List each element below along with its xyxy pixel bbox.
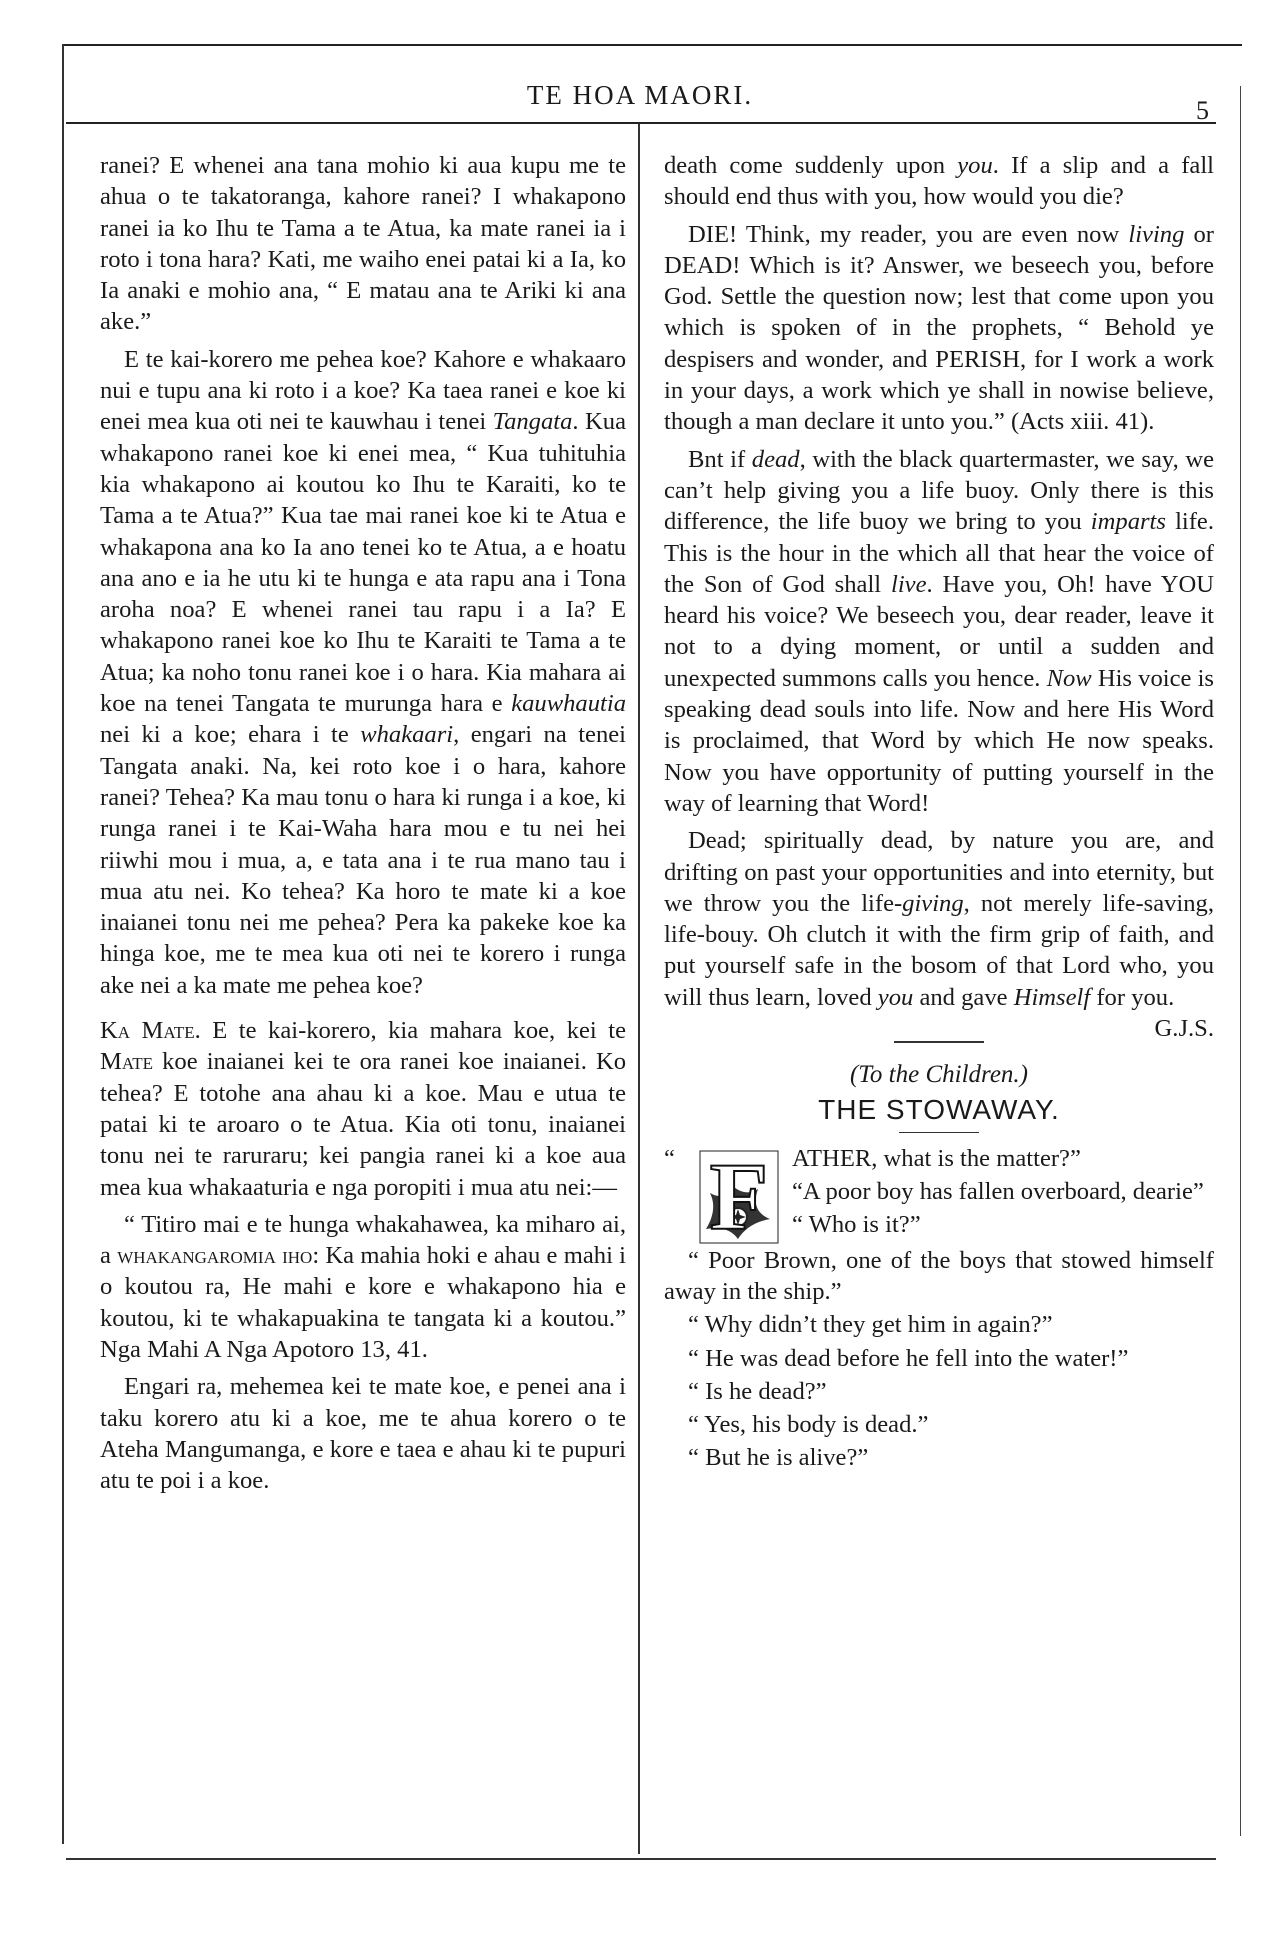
story-line-2: “A poor boy has fallen overboard, dearie” — [792, 1177, 1204, 1205]
header-rule — [66, 122, 1216, 124]
left-paragraph-1: ranei? E whenei ana tana mohio ki aua kupu me te ahua o te takatoranga, kahore ranei? I whakapono ranei ia ko Ihu te Tama a te Atua, ka mate ranei ia i roto i tona hara? Kati, me waiho enei patai ki a Ia, ko Ia anaki e mohio ana, “ E matau ana te Ariki ki ana ake.” — [100, 152, 626, 336]
top-border-rule — [62, 44, 1242, 46]
bottom-border-rule — [66, 1858, 1216, 1860]
right-paragraph-4: Dead; spiritually dead, by nature you are, and drifting on past your opportunities and into eternity, but we throw you the life-giving, not merely life-saving, life-bouy. Oh clutch it with the firm grip of faith, and put yourself safe in the bosom of that Lord who, you will thus learn, loved you and gave Himself for you. G.J.S. — [664, 825, 1214, 1013]
story-body — [664, 1143, 1214, 1474]
left-paragraph-5: Engari ra, mehemea kei te mate koe, e penei ana i taku korero atu ki a koe, me te ahua korero o te Ateha Mangumanga, e kore e taea e ahau ki te pupuri atu te poi i a koe. — [100, 1373, 626, 1495]
right-column — [664, 150, 1214, 1476]
page-number: 5 — [1196, 96, 1209, 125]
story-line-6: “ He was dead before he fell into the water!” — [688, 1344, 1129, 1372]
story-line-3: “ Who is it?” — [792, 1211, 921, 1239]
dropcap-letter: F — [698, 1149, 780, 1245]
story-title: THE STOWAWAY. — [818, 1094, 1060, 1126]
left-paragraph-2: E te kai-korero me pehea koe? Kahore e whakaaro nui e tupu ana ki roto i a koe? Ka taea ranei e koe ki enei mea kua oti nei te kauwhau i tenei Tangata. Kua whakapono ranei koe ki enei mea, “ Kua tuhituhia kia whakapono ai koutou ko Ihu te Karaiti, ko te Tama a te Atua?” Kua tae mai ranei koe ki te Atua e whakapona ana ko Ia ano tenei ko te Atua, a e hoatu ana ano e ia he utu ki te hunga e ata rapu ana i Tona aroha noa? E whenei ranei tau rapu i a Ia? E whakapono ranei koe ko Ihu te Karaiti te Tama a te Atua; ka noho tonu ranei koe i o hara. Kia mahara ai koe na tenei Tangata te murunga hara e kauwhautia nei ki a koe; ehara i te whakaari, engari na tenei Tangata anaki. Na, kei roto koe i o hara, kahore ranei? Tehea? Ka mau tonu o hara ki runga i a koe, ki runga ranei i te Kai-Waha hara mou e tu nei hei riiwhi mou i mua, a, e tata ana i te rua mano tau i mua atu nei. Ko tehea? Ka horo te mate ki a koe inaianei tonu nei me pehea? Pera ka pakeke koe ka hinga koe, me te mea kua oti nei te korero i runga ake nei a ka mate me pehea koe? — [100, 345, 626, 999]
story-line-9: “ But he is alive?” — [688, 1444, 869, 1472]
story-line-4: “ Poor Brown, one of the boys that stowed himself away in the ship.” — [664, 1246, 1214, 1305]
page-header-title: TE HOA MAORI. — [526, 80, 754, 110]
section-divider — [894, 1041, 984, 1043]
section-subtitle: (To the Children.) — [849, 1061, 1028, 1089]
column-divider — [638, 124, 640, 1854]
title-divider — [899, 1132, 979, 1133]
author-signature: G.J.S. — [1154, 1015, 1214, 1043]
left-border-rule — [62, 44, 64, 1844]
story-line-5: “ Why didn’t they get him in again?” — [688, 1311, 1053, 1339]
right-paragraph-2: DIE! Think, my reader, you are even now living or DEAD! Which is it? Answer, we beseech you, before God. Settle the question now; lest that come upon you which is spoken of in the prophets, “ Behold ye despisers and wonder, and PERISH, for I work a work in your days, a work which ye shall in nowise believe, though a man declare it unto you.” (Acts xiii. 41). — [664, 220, 1214, 436]
left-column — [100, 150, 626, 1502]
left-paragraph-ka-mate: Ka Mate. E te kai-korero, kia mahara koe, kei te Mate koe inaianei kei te ora ranei koe inaianei. Ko tehea? E totohe ana ahau ki a koe. Mau e utua te patai ki te aroaro o te Atua. Kia oti tonu, inaianei tonu nei te raruraru; kei pangia ranei ki a koe aua mea kua whakaaturia e nga poropiti i mua atu nei:— — [100, 1017, 626, 1201]
right-paragraph-1: death come suddenly upon you. If a slip and a fall should end thus with you, how would you die? — [664, 152, 1214, 211]
left-paragraph-quote: “ Titiro mai e te hunga whakahawea, ka miharo ai, a whakangaromia iho: Ka mahia hoki e ahau e mahi i o koutou ra, He mahi e kore e whakapono hia e koutou, ki te whakapuakina te tangata ki a koutou.” Nga Mahi A Nga Apotoro 13, 41. — [100, 1210, 626, 1363]
story-line-8: “ Yes, his body is dead.” — [688, 1411, 929, 1439]
right-paragraph-3: Bnt if dead, with the black quartermaster, we say, we can’t help giving you a life buoy. Only there is this difference, the life buoy we bring to you imparts life. This is the hour in the which all that hear the voice of the Son of God shall live. Have you, Oh! have YOU heard his voice? We beseech you, dear reader, leave it not to a dying moment, or until a sudden and unexpected summons calls you hence. Now His voice is speaking dead souls into life. Now and here His Word is proclaimed, that Word by which He now speaks. Now you have opportunity of putting yourself in the way of learning that Word! — [664, 445, 1214, 817]
story-line-7: “ Is he dead?” — [688, 1377, 827, 1405]
story-open-quote: “ — [664, 1144, 675, 1172]
story-line-1: ATHER, what is the matter?” — [792, 1144, 1081, 1172]
right-border-rule — [1240, 86, 1241, 1836]
